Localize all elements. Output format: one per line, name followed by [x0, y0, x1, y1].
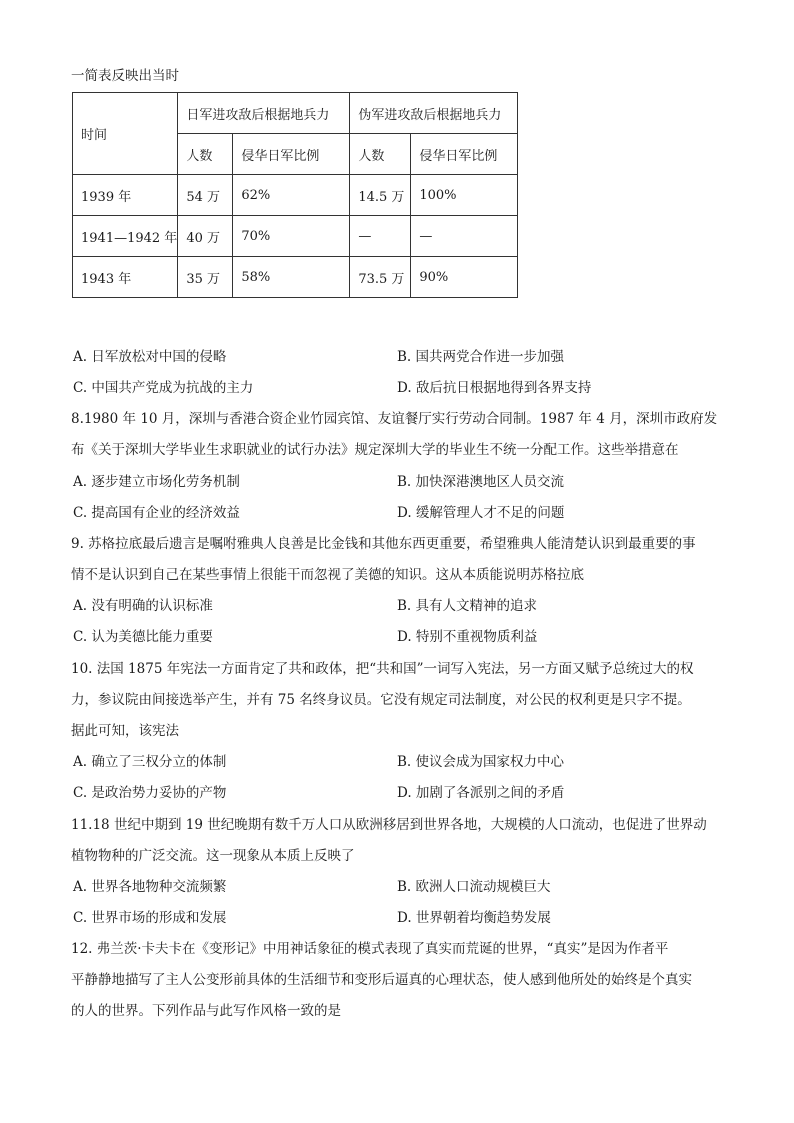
q8-option-b: B. 加快深港澳地区人员交流: [397, 474, 565, 490]
q8-option-d: D. 缓解管理人才不足的问题: [397, 505, 565, 521]
table-subheader-cell: 侵华日军比例: [233, 134, 350, 175]
table-subheader-cell: 侵华日军比例: [411, 134, 518, 175]
q7-option-d: D. 敌后抗日根据地得到各界支持: [397, 380, 592, 396]
table-cell: 100%: [411, 175, 518, 216]
table-cell: 1939 年: [73, 175, 178, 216]
q11-option-d: D. 世界朝着均衡趋势发展: [397, 910, 551, 926]
table-row: [73, 216, 518, 257]
q7-option-a: A. 日军放松对中国的侵略: [73, 349, 227, 365]
q10-option-c: C. 是政治势力妥协的产物: [73, 785, 227, 801]
q12-stem-line3: 的人的世界。下列作品与此写作风格一致的是: [71, 1003, 341, 1019]
q11-stem-line2: 植物物种的广泛交流。这一现象从本质上反映了: [71, 848, 355, 864]
table-header-row: [73, 93, 518, 134]
q10-stem-line2: 力，参议院由间接选举产生，并有 75 名终身议员。它没有规定司法制度，对公民的权利更是只字不提。: [71, 692, 691, 708]
q9-option-a: A. 没有明确的认识标准: [73, 598, 213, 614]
q10-option-a: A. 确立了三权分立的体制: [73, 754, 227, 770]
q11-option-c: C. 世界市场的形成和发展: [73, 910, 227, 926]
table-cell: —: [411, 216, 518, 257]
q11-option-b: B. 欧洲人口流动规模巨大: [397, 879, 551, 895]
q8-stem-line1: 8.1980 年 10 月，深圳与香港合资企业竹园宾馆、友谊餐厅实行劳动合同制。1987 年 4 月，深圳市政府发: [71, 411, 718, 427]
table-cell: 90%: [411, 257, 518, 298]
table-cell: 40 万: [178, 216, 233, 257]
q8-option-a: A. 逐步建立市场化劳务机制: [73, 474, 240, 490]
table-cell: 54 万: [178, 175, 233, 216]
q12-stem-line1: 12. 弗兰茨·卡夫卡在《变形记》中用神话象征的模式表现了真实而荒诞的世界，“真实”是因为作者平: [71, 941, 669, 957]
table-header-puppet: 伪军进攻敌后根据地兵力: [350, 93, 518, 134]
table-header-time: 时间: [73, 93, 178, 175]
q7-option-c: C. 中国共产党成为抗战的主力: [73, 380, 254, 396]
table-cell: 73.5 万: [350, 257, 411, 298]
q11-stem-line1: 11.18 世纪中期到 19 世纪晚期有数千万人口从欧洲移居到世界各地，大规模的人口流动，也促进了世界动: [71, 817, 707, 833]
q9-stem-line2: 情不是认识到自己在某些事情上很能干而忽视了美德的知识。这从本质能说明苏格拉底: [71, 567, 584, 583]
question-7-intro: 一简表反映出当时: [71, 68, 179, 84]
table-cell: 58%: [233, 257, 350, 298]
table-subheader-cell: 人数: [350, 134, 411, 175]
table-cell: 62%: [233, 175, 350, 216]
q12-stem-line2: 平静静地描写了主人公变形前具体的生活细节和变形后逼真的心理状态，使人感到他所处的始终是个真实: [71, 972, 692, 988]
q9-option-c: C. 认为美德比能力重要: [73, 629, 213, 645]
table-cell: 70%: [233, 216, 350, 257]
table-row: [73, 175, 518, 216]
q7-option-b: B. 国共两党合作进一步加强: [397, 349, 565, 365]
table-cell: 14.5 万: [350, 175, 411, 216]
table-cell: —: [350, 216, 411, 257]
table-cell: 1943 年: [73, 257, 178, 298]
troop-strength-table: [72, 92, 518, 298]
table-cell: 35 万: [178, 257, 233, 298]
q10-stem-line1: 10. 法国 1875 年宪法一方面肯定了共和政体，把“共和国”一词写入宪法，另一方面又赋予总统过大的权: [71, 661, 694, 677]
table-cell: 1941—1942 年: [73, 216, 178, 257]
q11-option-a: A. 世界各地物种交流频繁: [73, 879, 227, 895]
table-subheader-cell: 人数: [178, 134, 233, 175]
q8-stem-line2: 布《关于深圳大学毕业生求职就业的试行办法》规定深圳大学的毕业生不统一分配工作。这些举措意在: [71, 442, 679, 458]
q9-stem-line1: 9. 苏格拉底最后遗言是嘱咐雅典人良善是比金钱和其他东西更重要，希望雅典人能清楚认识到最重要的事: [71, 536, 696, 552]
table-header-japanese: 日军进攻敌后根据地兵力: [178, 93, 350, 134]
q8-option-c: C. 提高国有企业的经济效益: [73, 505, 240, 521]
q10-option-d: D. 加剧了各派别之间的矛盾: [397, 785, 565, 801]
q9-option-b: B. 具有人文精神的追求: [397, 598, 538, 614]
q10-stem-line3: 据此可知，该宪法: [71, 723, 179, 739]
table-row: [73, 257, 518, 298]
q10-option-b: B. 使议会成为国家权力中心: [397, 754, 565, 770]
q9-option-d: D. 特别不重视物质利益: [397, 629, 538, 645]
